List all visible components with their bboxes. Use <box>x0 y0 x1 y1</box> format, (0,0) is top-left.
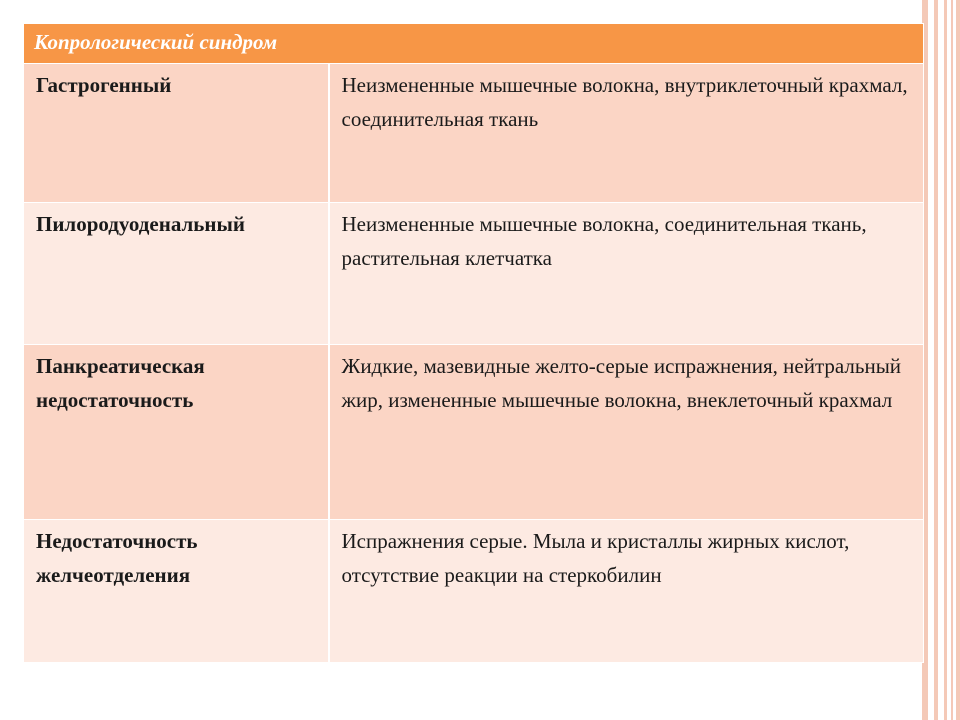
table-row <box>24 64 924 203</box>
syndrome-cell: Пилородуоденальный <box>24 203 329 345</box>
findings-cell: Неизмененные мышечные волокна, внутриклеточный крахмал, соединительная ткань <box>329 64 924 203</box>
table-row <box>24 520 924 663</box>
findings-cell: Неизмененные мышечные волокна, соединительная ткань, растительная клетчатка <box>329 203 924 345</box>
syndrome-cell: Недостаточность желчеотделения <box>24 520 329 663</box>
table-row <box>24 203 924 345</box>
decorative-stripe <box>956 0 960 720</box>
decorative-stripe <box>934 0 938 720</box>
findings-cell: Жидкие, мазевидные желто-серые испражнения, нейтральный жир, измененные мышечные волокна, внеклеточный крахмал <box>329 345 924 520</box>
table-row <box>24 345 924 520</box>
syndrome-cell: Гастрогенный <box>24 64 329 203</box>
table-header: Копрологический синдром <box>24 24 924 64</box>
coprology-table <box>23 23 924 663</box>
table-header-row <box>24 24 924 64</box>
findings-cell: Испражнения серые. Мыла и кристаллы жирных кислот, отсутствие реакции на стеркобилин <box>329 520 924 663</box>
decorative-stripe <box>951 0 953 720</box>
decorative-stripe <box>944 0 947 720</box>
syndrome-cell: Панкреатическая недостаточность <box>24 345 329 520</box>
